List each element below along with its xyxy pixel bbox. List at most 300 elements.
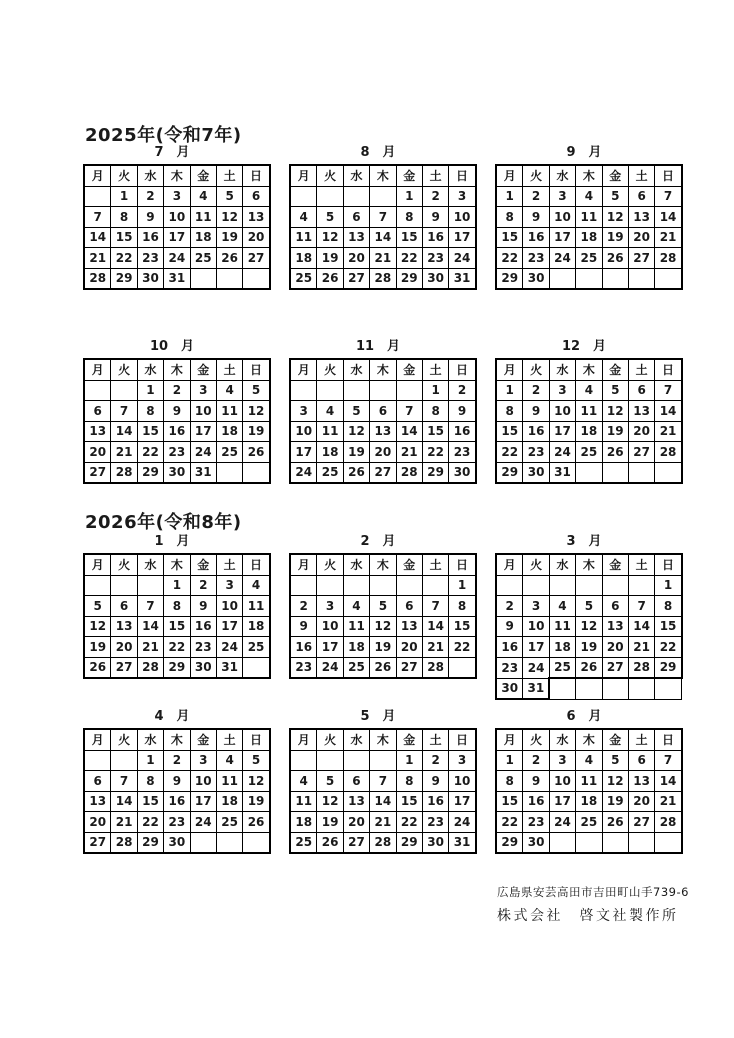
day-cell: 31 [449,268,476,289]
day-cell: 17 [449,791,476,812]
day-cell: 20 [84,812,111,833]
empty-day-cell [343,186,369,207]
weekday-header: 日 [449,554,476,575]
day-cell: 21 [137,637,163,658]
day-cell: 8 [496,771,523,792]
day-cell: 21 [655,227,682,248]
weekday-header: 日 [449,729,476,750]
weekday-header-row [496,359,682,380]
day-cell: 18 [317,442,343,463]
day-cell: 19 [370,637,396,658]
day-cell: 24 [549,442,575,463]
empty-day-cell [317,186,343,207]
day-cell: 8 [164,596,190,617]
day-cell: 9 [422,771,448,792]
weekday-header: 金 [396,554,422,575]
day-cell: 11 [243,596,270,617]
day-cell: 1 [396,750,422,771]
day-cell: 13 [84,791,111,812]
day-cell: 5 [317,771,343,792]
week-row [290,227,476,248]
weekday-header-row [84,554,270,575]
day-cell: 5 [243,380,270,401]
week-row [84,462,270,483]
day-cell: 18 [290,248,317,269]
day-cell: 27 [84,462,111,483]
week-row [290,616,476,637]
day-cell: 13 [370,421,396,442]
day-cell: 17 [549,791,575,812]
empty-day-cell [576,268,602,289]
day-cell: 17 [317,637,343,658]
day-cell: 11 [317,421,343,442]
week-row [496,637,682,658]
day-cell: 15 [496,227,523,248]
day-cell: 15 [396,227,422,248]
day-cell: 7 [111,771,137,792]
day-cell: 26 [602,442,628,463]
week-row [84,657,270,678]
day-cell: 18 [549,637,575,658]
day-cell: 15 [396,791,422,812]
day-cell: 16 [422,791,448,812]
day-cell: 19 [576,637,602,658]
day-cell: 7 [370,771,396,792]
day-cell: 3 [549,380,575,401]
week-row [496,771,682,792]
weekday-header: 土 [422,359,448,380]
weekday-header: 日 [243,554,270,575]
calendar-2026-03 [495,533,677,700]
no-cell [549,678,575,699]
weekday-header: 木 [576,729,602,750]
weekday-header: 金 [602,165,628,186]
empty-day-cell [343,380,369,401]
day-cell: 7 [422,596,448,617]
empty-day-cell [111,380,137,401]
month-kanji: 月 [588,709,602,724]
day-cell: 20 [370,442,396,463]
day-cell: 12 [243,771,270,792]
week-row [290,186,476,207]
day-cell: 17 [216,616,242,637]
month-number: 11 [355,339,375,354]
month-label-2025-09 [495,144,673,161]
day-cell: 5 [576,596,602,617]
day-cell: 18 [190,227,216,248]
day-cell: 26 [602,248,628,269]
month-kanji: 月 [382,534,396,549]
day-cell: 27 [396,657,422,678]
day-cell: 8 [137,401,163,422]
day-cell: 10 [549,401,575,422]
day-cell: 19 [343,442,369,463]
day-cell: 13 [84,421,111,442]
day-cell: 8 [655,596,682,617]
empty-day-cell [243,832,270,853]
empty-day-cell [628,575,654,596]
day-cell: 11 [343,616,369,637]
day-cell: 25 [290,832,317,853]
day-cell: 16 [190,616,216,637]
empty-day-cell [576,462,602,483]
weekday-header: 金 [396,729,422,750]
calendar-band-2025-oct-dec [83,338,677,484]
calendar-grid-2026-03 [495,553,683,700]
day-cell: 2 [190,575,216,596]
weekday-header: 金 [190,359,216,380]
week-row [496,380,682,401]
day-cell: 8 [496,401,523,422]
day-cell: 27 [628,442,654,463]
day-cell: 12 [602,207,628,228]
week-row [496,596,682,617]
day-cell: 4 [290,771,317,792]
weekday-header: 土 [216,359,242,380]
day-cell: 18 [216,421,242,442]
day-cell: 23 [290,657,317,678]
week-row [84,832,270,853]
day-cell: 25 [576,812,602,833]
empty-day-cell [602,268,628,289]
month-label-2026-03 [495,533,673,550]
no-cell [602,678,628,699]
weekday-header: 火 [317,165,343,186]
day-cell: 6 [84,401,111,422]
footer [497,884,689,925]
day-cell: 31 [523,678,549,699]
day-cell: 22 [396,812,422,833]
calendar-grid-2025-08 [289,164,477,290]
weekday-header: 水 [549,729,575,750]
day-cell: 15 [655,616,682,637]
weekday-header: 木 [370,729,396,750]
day-cell: 17 [190,421,216,442]
day-cell: 22 [137,442,163,463]
day-cell: 12 [370,616,396,637]
empty-day-cell [317,380,343,401]
day-cell: 18 [576,791,602,812]
day-cell: 29 [396,832,422,853]
weekday-header: 月 [84,165,111,186]
day-cell: 5 [84,596,111,617]
month-number: 10 [149,339,169,354]
day-cell: 24 [190,442,216,463]
calendar-2026-06 [495,708,677,854]
calendar-grid-2026-05 [289,728,477,854]
weekday-header: 土 [422,729,448,750]
day-cell: 11 [549,616,575,637]
day-cell: 19 [243,421,270,442]
week-row [496,186,682,207]
calendar-band-2026-jan-mar [83,533,677,700]
day-cell: 12 [343,421,369,442]
day-cell: 1 [137,380,163,401]
day-cell: 5 [602,380,628,401]
day-cell: 10 [290,421,317,442]
day-cell: 7 [396,401,422,422]
day-cell: 7 [655,750,682,771]
day-cell: 26 [370,657,396,678]
day-cell: 15 [111,227,137,248]
day-cell: 6 [243,186,270,207]
week-row [84,207,270,228]
day-cell: 14 [396,421,422,442]
day-cell: 19 [243,791,270,812]
day-cell: 27 [343,832,369,853]
month-label-2025-08 [289,144,467,161]
day-cell: 9 [164,771,190,792]
day-cell: 6 [84,771,111,792]
day-cell: 14 [655,207,682,228]
day-cell: 22 [137,812,163,833]
day-cell: 4 [216,750,242,771]
day-cell: 15 [137,421,163,442]
no-cell [628,678,654,699]
calendar-grid-2026-01 [83,553,271,679]
day-cell: 11 [216,771,242,792]
empty-day-cell [549,268,575,289]
day-cell: 23 [422,812,448,833]
week-row [496,442,682,463]
day-cell: 6 [628,186,654,207]
day-cell: 7 [655,380,682,401]
week-row [84,812,270,833]
month-label-2025-12 [495,338,673,355]
week-row [84,227,270,248]
weekday-header: 水 [549,359,575,380]
weekday-header: 水 [343,359,369,380]
no-cell [655,678,682,699]
day-cell: 11 [216,401,242,422]
calendar-2025-12 [495,338,677,484]
day-cell: 13 [628,771,654,792]
week-row [290,462,476,483]
weekday-header: 月 [290,554,317,575]
empty-day-cell [343,575,369,596]
day-cell: 16 [164,791,190,812]
day-cell: 31 [449,832,476,853]
day-cell: 21 [396,442,422,463]
day-cell: 20 [628,791,654,812]
day-cell: 25 [216,812,242,833]
day-cell: 17 [523,637,549,658]
calendar-band-2026-apr-jun [83,708,677,854]
day-cell: 16 [137,227,163,248]
week-row [84,401,270,422]
week-row [290,268,476,289]
day-cell: 26 [343,462,369,483]
day-cell: 8 [449,596,476,617]
day-cell: 17 [549,421,575,442]
day-cell: 5 [602,750,628,771]
week-row [84,380,270,401]
empty-day-cell [84,380,111,401]
day-cell: 30 [449,462,476,483]
day-cell: 15 [422,421,448,442]
day-cell: 3 [317,596,343,617]
calendar-band-2025-jul-sep [83,144,677,290]
day-cell: 23 [164,812,190,833]
day-cell: 12 [317,791,343,812]
empty-day-cell [111,750,137,771]
weekday-header: 水 [549,554,575,575]
day-cell: 4 [243,575,270,596]
day-cell: 22 [655,637,682,658]
weekday-header: 金 [602,729,628,750]
day-cell: 29 [164,657,190,678]
day-cell: 10 [449,771,476,792]
day-cell: 21 [370,248,396,269]
day-cell: 28 [370,832,396,853]
day-cell: 16 [164,421,190,442]
day-cell: 12 [602,401,628,422]
day-cell: 6 [396,596,422,617]
day-cell: 30 [523,462,549,483]
empty-day-cell [216,268,242,289]
day-cell: 24 [449,248,476,269]
calendar-2025-11 [289,338,471,484]
day-cell: 21 [655,421,682,442]
day-cell: 21 [422,637,448,658]
weekday-header: 水 [343,554,369,575]
empty-day-cell [216,832,242,853]
day-cell: 1 [164,575,190,596]
day-cell: 20 [628,421,654,442]
day-cell: 12 [84,616,111,637]
day-cell: 27 [84,832,111,853]
empty-day-cell [290,186,317,207]
day-cell: 25 [190,248,216,269]
day-cell: 24 [290,462,317,483]
weekday-header: 日 [243,359,270,380]
day-cell: 17 [164,227,190,248]
month-kanji: 月 [387,339,401,354]
empty-day-cell [655,462,682,483]
empty-day-cell [655,268,682,289]
weekday-header: 月 [290,165,317,186]
month-label-2025-10 [83,338,261,355]
day-cell: 15 [164,616,190,637]
calendar-2025-10 [83,338,265,484]
weekday-header: 日 [449,359,476,380]
day-cell: 10 [190,401,216,422]
day-cell: 20 [111,637,137,658]
day-cell: 19 [602,227,628,248]
empty-day-cell [628,832,654,853]
day-cell: 11 [290,227,317,248]
day-cell: 22 [449,637,476,658]
day-cell: 28 [422,657,448,678]
day-cell: 11 [576,401,602,422]
week-row [496,268,682,289]
day-cell: 15 [137,791,163,812]
empty-day-cell [422,575,448,596]
weekday-header: 水 [343,165,369,186]
day-cell: 25 [243,637,270,658]
day-cell: 30 [523,268,549,289]
day-cell: 15 [496,791,523,812]
no-cell [576,678,602,699]
day-cell: 23 [137,248,163,269]
day-cell: 26 [576,657,602,678]
day-cell: 28 [655,248,682,269]
day-cell: 1 [496,380,523,401]
day-cell: 24 [449,812,476,833]
day-cell: 24 [549,812,575,833]
day-cell: 6 [343,771,369,792]
day-cell: 13 [602,616,628,637]
day-cell: 3 [449,750,476,771]
empty-day-cell [523,575,549,596]
day-cell: 11 [576,771,602,792]
day-cell: 5 [317,207,343,228]
day-cell: 4 [317,401,343,422]
day-cell: 7 [111,401,137,422]
weekday-header: 木 [370,359,396,380]
day-cell: 1 [111,186,137,207]
week-row [290,637,476,658]
day-cell: 19 [216,227,242,248]
day-cell: 3 [164,186,190,207]
calendar-2026-01 [83,533,265,679]
day-cell: 13 [396,616,422,637]
day-cell: 27 [628,248,654,269]
day-cell: 4 [190,186,216,207]
week-row [84,248,270,269]
day-cell: 21 [84,248,111,269]
day-cell: 14 [422,616,448,637]
day-cell: 14 [370,791,396,812]
weekday-header: 火 [317,729,343,750]
weekday-header: 木 [370,165,396,186]
weekday-header: 木 [576,554,602,575]
day-cell: 9 [137,207,163,228]
day-cell: 24 [190,812,216,833]
day-cell: 26 [84,657,111,678]
day-cell: 4 [549,596,575,617]
weekday-header: 水 [137,554,163,575]
day-cell: 26 [317,268,343,289]
day-cell: 10 [549,207,575,228]
day-cell: 24 [164,248,190,269]
day-cell: 20 [602,637,628,658]
month-number: 6 [566,709,576,724]
week-row [84,575,270,596]
empty-day-cell [84,575,111,596]
weekday-header-row [496,729,682,750]
day-cell: 16 [422,227,448,248]
day-cell: 2 [523,380,549,401]
day-cell: 26 [243,442,270,463]
week-row [290,832,476,853]
day-cell: 6 [370,401,396,422]
day-cell: 1 [422,380,448,401]
weekday-header: 金 [602,359,628,380]
empty-day-cell [243,657,270,678]
day-cell: 2 [422,186,448,207]
day-cell: 20 [396,637,422,658]
week-row [290,657,476,678]
weekday-header: 木 [576,165,602,186]
day-cell: 16 [496,637,523,658]
day-cell: 19 [317,248,343,269]
day-cell: 28 [396,462,422,483]
week-row [84,186,270,207]
month-kanji: 月 [382,145,396,160]
weekday-header: 土 [628,359,654,380]
day-cell: 23 [496,657,523,678]
